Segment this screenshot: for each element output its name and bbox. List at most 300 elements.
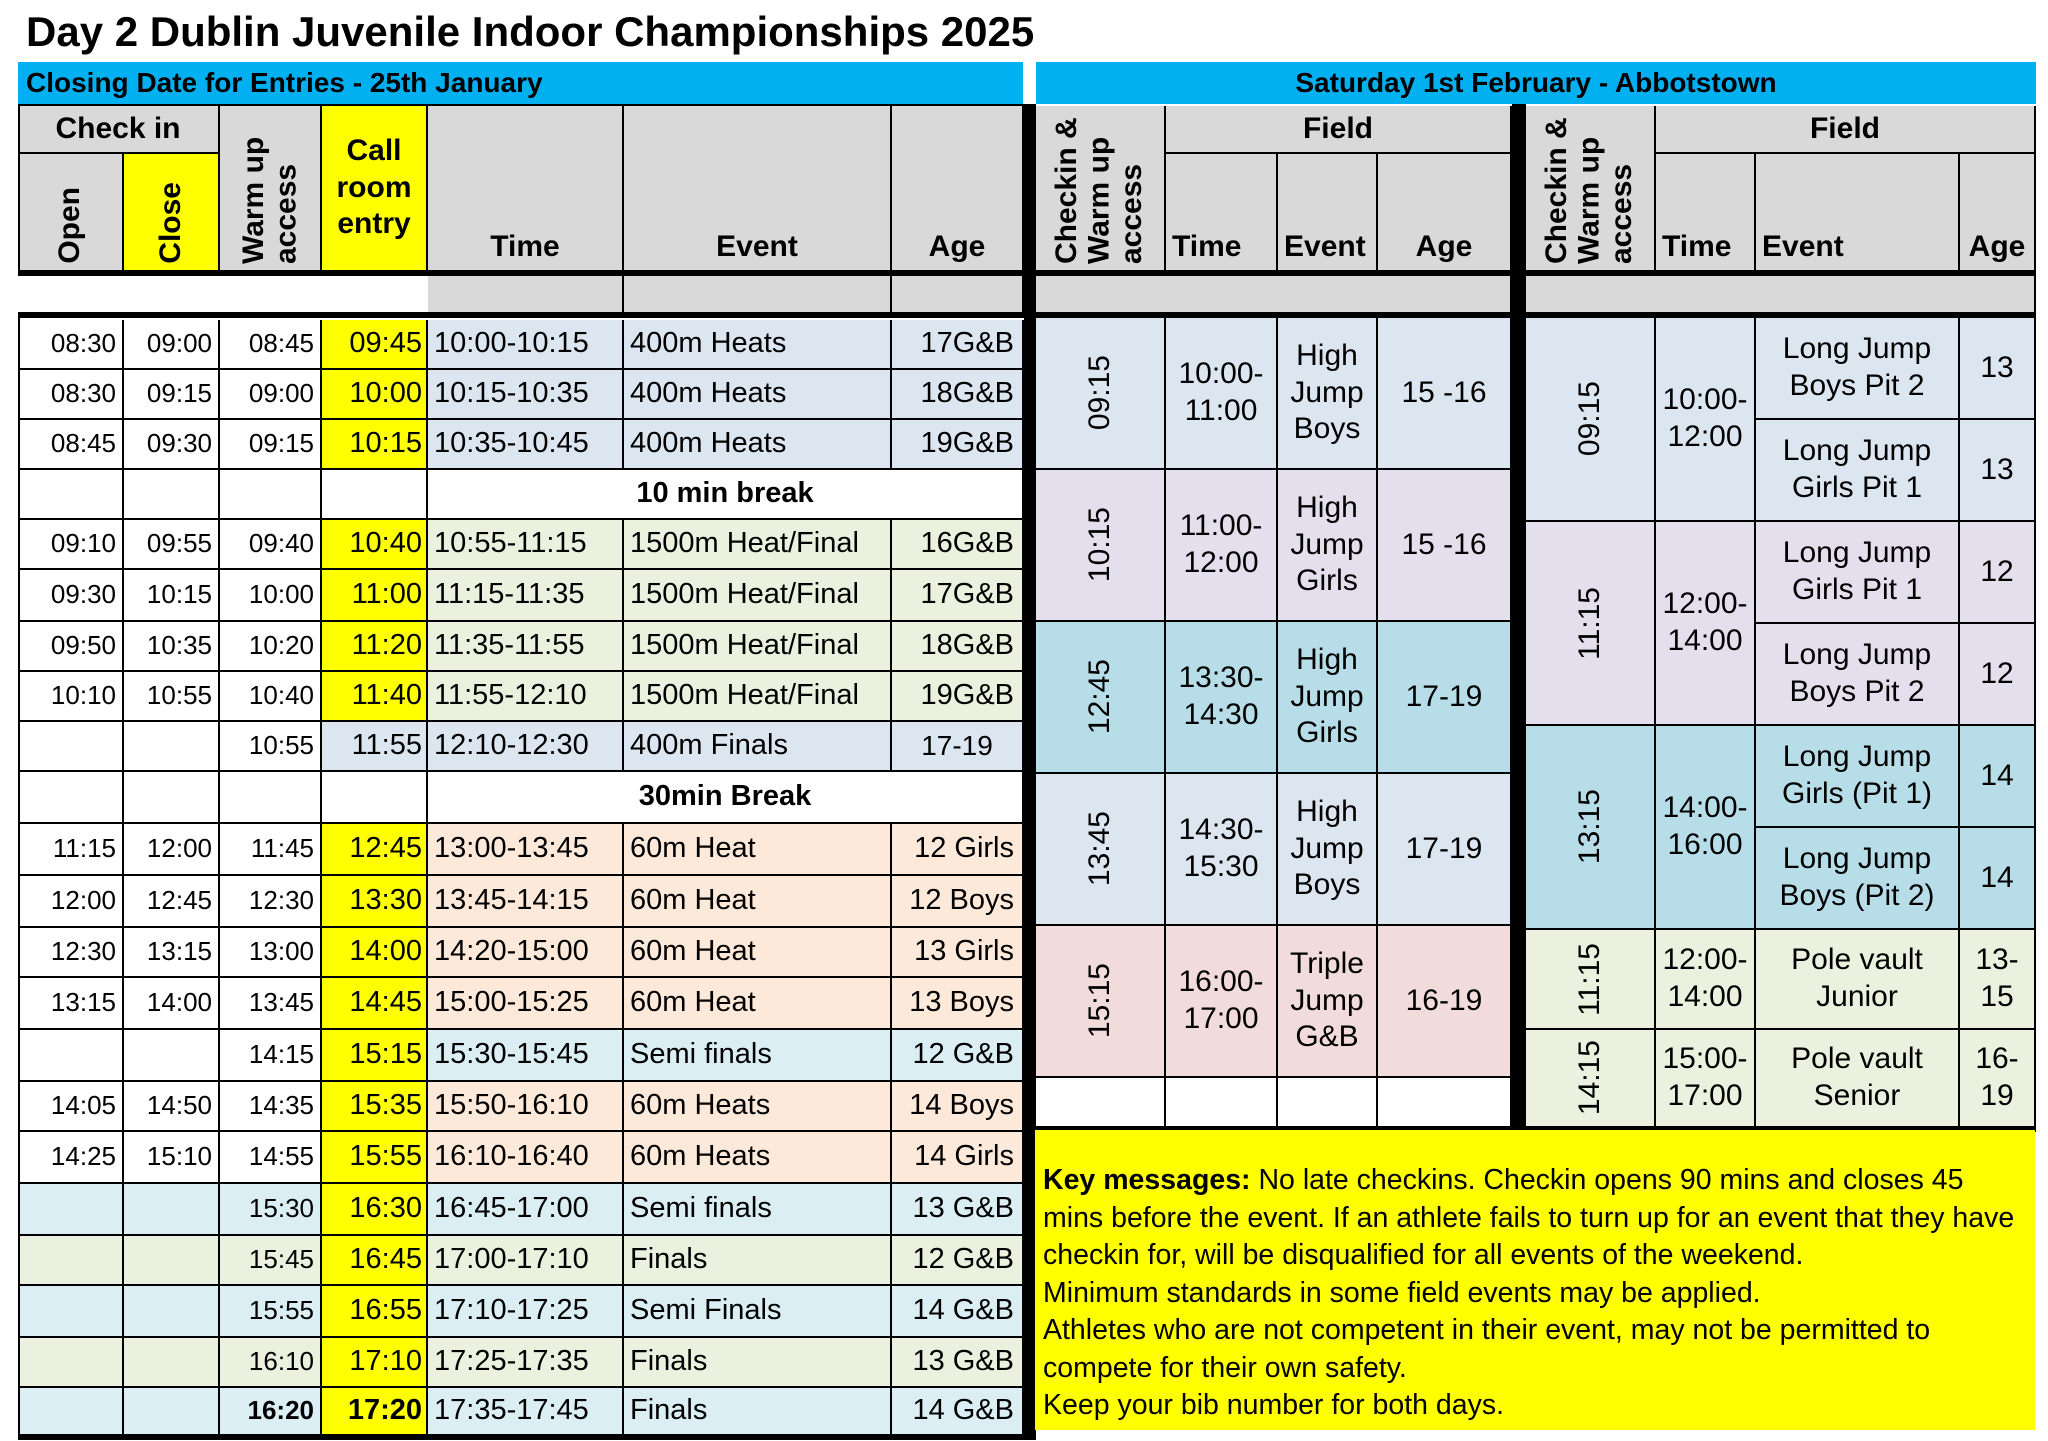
field-a-age-text: 15 -16 [1401,375,1487,409]
open-time-text: 12:30 [50,936,116,967]
event-age-text: 14 G&B [912,1394,1014,1427]
field-b-checkin-text: 09:15 [1572,381,1606,457]
field-b-event [1756,624,1960,726]
call-room-time [322,1132,428,1184]
event-name [624,1236,892,1286]
field-b-time [1656,318,1756,522]
field-a-time [1166,470,1278,622]
event-name-text: Finals [630,1243,708,1276]
event-name-text: Semi finals [630,1192,772,1225]
key-message-1: No late checkins. Checkin opens 90 mins and closes 45 mins before the event. If an athlete fails to turn up for an event that they have checkin for, will be disqualified for all events of the weekend. [1043,1164,2015,1271]
event-time [428,978,624,1030]
time-header [428,106,624,272]
warmup-time [220,1286,322,1338]
field-a-event [1278,622,1378,774]
event-time-text: 13:00-13:45 [434,832,589,865]
open-time [18,1286,124,1338]
event-age [892,876,1024,928]
key-message-3: Athletes who are not competent in their event, may not be permitted to compete for their own safety. [1043,1314,1931,1384]
event-age [892,1388,1024,1436]
event-age-text: 17G&B [920,578,1014,611]
closing-date-banner-text: Closing Date for Entries - 25th January [26,67,543,98]
warmup-time-text: 09:15 [248,428,314,459]
event-age [892,978,1024,1030]
event-time-text: 17:10-17:25 [434,1294,589,1327]
open-time [18,370,124,420]
break-blank-cell [322,470,428,520]
close-time [124,420,220,470]
event-name [624,370,892,420]
event-name [624,978,892,1030]
field-a-event [1278,318,1378,470]
event-age [892,320,1024,370]
open-time [18,1338,124,1388]
field-b-time-text: 15:00-17:00 [1662,1042,1748,1112]
event-time-text: 15:30-15:45 [434,1038,589,1071]
warmup-time-text: 14:55 [248,1141,314,1172]
field-a-time-header [1166,154,1278,272]
key-message-4: Keep your bib number for both days. [1043,1389,1505,1421]
event-age-text: 17-19 [921,729,993,761]
field-b-event-header-text: Event [1762,230,1844,264]
open-time [18,1082,124,1132]
call-room-time-text: 15:35 [349,1089,422,1122]
event-name [624,1388,892,1436]
close-time-text: 09:30 [146,428,212,459]
event-time [428,1236,624,1286]
track-top-border [18,104,1024,106]
open-time-text: 08:30 [50,328,116,359]
event-name [624,1286,892,1338]
field-b-checkin-header [1526,106,1656,272]
break-row-text: 30min Break [638,780,812,813]
field-b-event [1756,318,1960,420]
field-b-checkin [1526,726,1656,930]
event-age [892,1030,1024,1082]
event-name [624,824,892,876]
event-name-text: 60m Heat [630,986,756,1019]
field-b-age-text: 14 [1980,758,2014,792]
event-time-text: 11:55-12:10 [434,679,587,712]
event-time-text: 10:55-11:15 [434,527,587,560]
field-a-field-header-text: Field [1302,111,1373,145]
event-name-text: 400m Heats [630,377,787,410]
field-b-age-text: 16-19 [1975,1042,2019,1112]
field-a-age-header-text: Age [1415,230,1473,264]
warmup-time [220,1388,322,1436]
event-time [428,1132,624,1184]
open-header-text: Open [52,187,86,264]
event-time [428,622,624,672]
event-time [428,420,624,470]
event-time [428,1184,624,1236]
open-time [18,1030,124,1082]
warmup-time-text: 14:15 [248,1039,314,1070]
field-b-age [1960,726,2036,828]
break-blank-cell [18,470,124,520]
close-time [124,1236,220,1286]
open-time-text: 11:15 [52,833,116,864]
event-age-text: 18G&B [920,629,1014,662]
event-name-text: 60m Heats [630,1140,771,1173]
event-time [428,1388,624,1436]
open-time [18,320,124,370]
call-room-time-text: 10:40 [349,527,422,560]
field-a-event-text: High Jump Boys [1290,795,1364,902]
call-room-time-text: 11:20 [351,629,422,662]
field-a-checkin-text: 09:15 [1082,355,1116,431]
open-time-text: 08:45 [50,428,116,459]
break-row [428,772,1024,824]
field-b-event-text: Long Jump Boys (Pit 2) [1779,842,1935,912]
warmup-time [220,320,322,370]
event-age-text: 19G&B [920,427,1014,460]
event-name-text: 1500m Heat/Final [630,629,859,662]
call-room-time [322,1388,428,1436]
open-time-text: 10:10 [50,680,116,711]
open-time [18,672,124,722]
call-room-time-text: 15:55 [349,1140,422,1173]
field-b-event [1756,1030,1960,1128]
open-time [18,1184,124,1236]
close-time [124,520,220,570]
field-a-checkin [1036,622,1166,774]
open-time-text: 09:30 [50,579,116,610]
close-time [124,1388,220,1436]
break-blank-cell [322,772,428,824]
close-time [124,1184,220,1236]
event-name [624,1338,892,1388]
close-time-text: 09:15 [146,378,212,409]
close-time-text: 14:50 [146,1090,212,1121]
call-room-time [322,1030,428,1082]
event-name [624,1082,892,1132]
call-room-time [322,1236,428,1286]
field-b-age-text: 12 [1980,656,2014,690]
open-time [18,824,124,876]
event-age-text: 14 G&B [912,1294,1014,1327]
call-room-time [322,1082,428,1132]
break-blank-cell [220,772,322,824]
call-room-time-text: 17:10 [349,1345,422,1378]
field-b-event [1756,930,1960,1030]
event-time-text: 17:35-17:45 [434,1394,589,1427]
event-name [624,420,892,470]
field-b-age-header-text: Age [1968,230,2026,264]
track-spacer-rule [18,312,1024,318]
warmup-time-text: 13:00 [248,936,314,967]
event-age-text: 18G&B [920,377,1014,410]
field-b-event-text: Pole vault Senior [1791,1042,1923,1112]
call-room-time [322,928,428,978]
call-room-time [322,1338,428,1388]
field-a-empty-cell [1166,1078,1278,1128]
event-time [428,1030,624,1082]
warmup-time-text: 15:45 [248,1244,314,1275]
event-name-text: 60m Heat [630,832,756,865]
open-time [18,1132,124,1184]
warmup-time-text: 09:40 [248,528,314,559]
warmup-time-text: 14:35 [248,1090,314,1121]
close-time-text: 09:55 [146,528,212,559]
close-header [124,154,220,272]
event-age-text: 13 G&B [912,1192,1014,1225]
field-b-checkin [1526,318,1656,522]
field-b-age-text: 13 [1980,452,2014,486]
field-b-checkin-text: 11:15 [1572,942,1606,1016]
warmup-time [220,824,322,876]
event-age-text: 12 Girls [914,832,1014,865]
close-time-text: 13:15 [146,936,212,967]
open-time [18,622,124,672]
call-room-time-text: 11:40 [351,679,422,712]
event-age-text: 13 Boys [909,986,1014,1019]
event-time [428,1082,624,1132]
field-a-time-text: 10:00-11:00 [1178,357,1264,427]
call-room-time [322,722,428,772]
event-age-text: 19G&B [920,679,1014,712]
call-room-time-text: 11:55 [351,729,422,762]
field-a-time-text: 11:00-12:00 [1179,509,1263,579]
field-b-age [1960,930,2036,1030]
warmup-time-text: 10:55 [248,730,314,761]
field-a-checkin-text: 10:15 [1082,507,1116,583]
event-name [624,622,892,672]
field-b-event-text: Long Jump Girls Pit 1 [1782,536,1932,606]
close-time-text: 10:55 [146,680,212,711]
call-room-time-text: 12:45 [349,832,422,865]
open-time [18,928,124,978]
field-b-event-header [1756,154,1960,272]
event-time-text: 16:10-16:40 [434,1140,589,1173]
field-b-checkin [1526,930,1656,1030]
field-a-event [1278,470,1378,622]
field-b-event [1756,726,1960,828]
field-b-age-text: 14 [1980,860,2014,894]
field-b-time [1656,726,1756,930]
break-row-text: 10 min break [636,477,814,510]
call-room-time-text: 11:00 [351,578,422,611]
field-a-empty-cell [1036,1078,1166,1128]
break-blank-cell [124,772,220,824]
field-a-age [1378,774,1512,926]
field-b-spacer [1526,276,2036,314]
close-time-text: 12:00 [146,833,212,864]
event-name [624,1184,892,1236]
close-time [124,722,220,772]
spacer-cell [892,276,1024,314]
event-age [892,420,1024,470]
warmup-header-text: Warm up access [236,136,302,264]
call-room-time-text: 16:45 [349,1243,422,1276]
event-name [624,570,892,622]
warmup-time [220,1338,322,1388]
call-room-time [322,520,428,570]
break-blank-cell [124,470,220,520]
close-time [124,1338,220,1388]
field-a-time-text: 14:30-15:30 [1178,813,1264,883]
event-name-text: 60m Heats [630,1089,771,1122]
field-b-time-header [1656,154,1756,272]
field-a-time-text: 13:30-14:30 [1178,661,1264,731]
event-time-text: 16:45-17:00 [434,1192,589,1225]
field-a-checkin-text: 12:45 [1082,659,1116,735]
field-b-age-text: 13-15 [1975,943,2019,1013]
event-name [624,876,892,928]
field-b-time-text: 12:00-14:00 [1662,943,1748,1013]
event-name-text: 60m Heat [630,935,756,968]
warmup-time [220,622,322,672]
field-a-time-header-text: Time [1172,230,1242,264]
event-name-text: 400m Heats [630,427,787,460]
warmup-time [220,520,322,570]
event-time [428,824,624,876]
warmup-time [220,672,322,722]
key-message-2: Minimum standards in some field events may be applied. [1043,1276,1761,1309]
field-a-age [1378,622,1512,774]
call-room-header [322,106,428,272]
event-time-text: 10:15-10:35 [434,377,589,410]
call-room-time [322,420,428,470]
field-b-time-text: 10:00-12:00 [1662,383,1748,453]
event-name-text: Finals [630,1345,708,1378]
call-room-time-text: 10:00 [349,377,422,410]
event-time [428,672,624,722]
field-b-event-text: Long Jump Girls (Pit 1) [1782,740,1932,810]
event-age [892,928,1024,978]
close-time [124,876,220,928]
field-a-age-header [1378,154,1512,272]
event-age [892,824,1024,876]
event-time-text: 14:20-15:00 [434,935,589,968]
event-header-text: Event [716,230,798,264]
call-room-time [322,978,428,1030]
call-room-time [322,622,428,672]
event-name-text: Semi finals [630,1038,772,1071]
event-time-text: 17:00-17:10 [434,1243,589,1276]
event-age-text: 12 Boys [909,884,1014,917]
field-a-checkin [1036,470,1166,622]
field-b-age-header [1960,154,2036,272]
spacer-cell [428,276,624,314]
close-time-text: 15:10 [146,1141,212,1172]
open-time [18,1236,124,1286]
warmup-header [220,106,322,272]
event-header [624,106,892,272]
close-header-text: Close [153,182,187,264]
event-name-text: 1500m Heat/Final [630,578,859,611]
event-name-text: 400m Heats [630,327,787,360]
event-date-banner-text: Saturday 1st February - Abbotstown [1295,67,1777,98]
warmup-time-text: 08:45 [248,328,314,359]
event-name [624,1030,892,1082]
field-b-time-text: 12:00-14:00 [1662,587,1748,657]
event-time-text: 13:45-14:15 [434,884,589,917]
field-a-age-text: 17-19 [1405,679,1483,713]
warmup-time [220,1030,322,1082]
call-room-time-text: 17:20 [347,1394,422,1427]
field-a-age-text: 15 -16 [1401,527,1487,561]
field-b-age [1960,828,2036,930]
warmup-time [220,876,322,928]
closing-date-banner [18,62,1023,104]
event-time-text: 11:35-11:55 [434,629,585,662]
warmup-time-text: 16:20 [247,1395,314,1426]
event-name [624,320,892,370]
event-age [892,1236,1024,1286]
event-time-text: 12:10-12:30 [434,729,589,762]
close-time [124,1082,220,1132]
event-age-text: 13 G&B [912,1345,1014,1378]
field-a-spacer [1036,276,1512,314]
field-a-age [1378,926,1512,1078]
event-age [892,1082,1024,1132]
field-b-age-text: 12 [1980,554,2014,588]
event-age [892,1132,1024,1184]
break-blank-cell [220,470,322,520]
field-a-event [1278,926,1378,1078]
event-age-text: 14 Girls [914,1140,1014,1173]
field-a-event-header [1278,154,1378,272]
event-age-text: 16G&B [920,527,1014,560]
field-a-event-text: High Jump Boys [1290,339,1364,446]
field-a-empty-cell [1278,1078,1378,1128]
event-time [428,928,624,978]
field-b-event-text: Long Jump Girls Pit 1 [1782,434,1932,504]
open-time-text: 14:25 [50,1141,116,1172]
field-a-time [1166,774,1278,926]
call-room-time [322,876,428,928]
field-a-age [1378,318,1512,470]
check-in-header-text: Check in [55,111,181,145]
open-time [18,420,124,470]
break-blank-cell [18,772,124,824]
event-age-text: 14 Boys [909,1089,1014,1122]
field-b-time-text: 14:00-16:00 [1662,791,1748,861]
event-time [428,1286,624,1338]
break-row [428,470,1024,520]
field-b-age [1960,420,2036,522]
call-room-time-text: 10:15 [349,427,422,460]
field-b-age [1960,522,2036,624]
warmup-time-text: 10:40 [248,680,314,711]
field-divider [1512,104,1526,1130]
warmup-time-text: 10:20 [248,630,314,661]
open-time-text: 08:30 [50,378,116,409]
warmup-time [220,1184,322,1236]
event-age-text: 13 Girls [914,935,1014,968]
warmup-time-text: 11:45 [250,833,314,864]
call-room-time [322,672,428,722]
close-time-text: 09:00 [146,328,212,359]
key-messages-box [1035,1130,2035,1430]
warmup-time [220,722,322,772]
check-in-header [18,106,220,154]
close-time-text: 14:00 [146,987,212,1018]
field-a-time [1166,318,1278,470]
field-b-time [1656,522,1756,726]
close-time [124,1030,220,1082]
close-time [124,570,220,622]
close-time [124,928,220,978]
warmup-time-text: 10:00 [248,579,314,610]
event-age [892,722,1024,772]
field-b-field-header [1656,106,2036,154]
field-b-event [1756,522,1960,624]
warmup-time [220,370,322,420]
field-b-checkin-header-text: Checkin & Warm up access [1540,117,1639,264]
warmup-time-text: 15:30 [248,1193,314,1224]
